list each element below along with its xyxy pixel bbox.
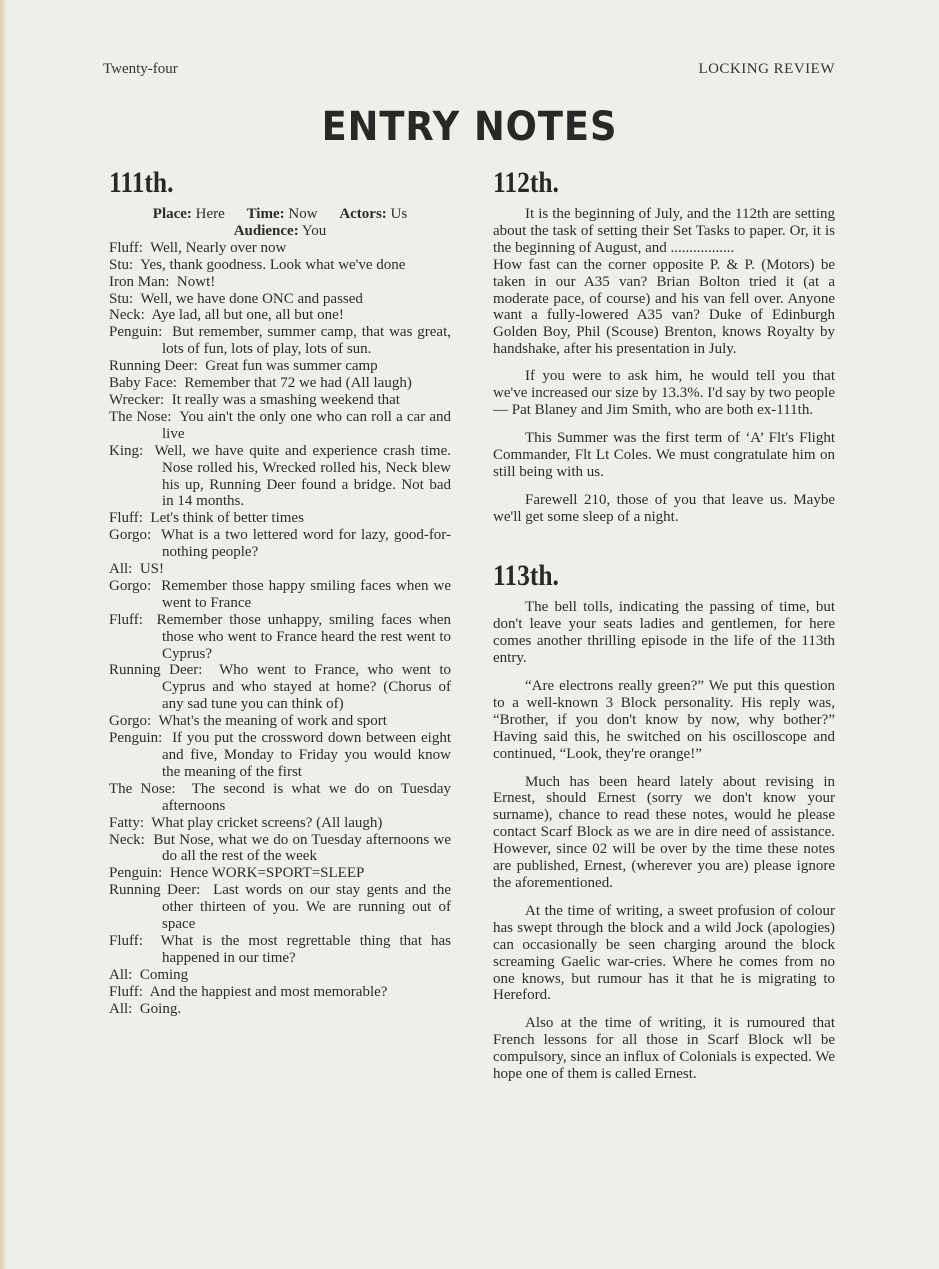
actors-value: Us <box>390 206 408 222</box>
dialogue-line <box>109 832 451 866</box>
paragraph: “Are electrons really green?” We put this question to a well-known 3 Block personality. His reply was, “Brother, if you don't know by now, why bother?” Having said this, he switched on his oscilloscope and continued, “Look, they're orange!” <box>493 678 835 762</box>
audience-label: Audience: <box>233 222 299 239</box>
speaker-name: Iron Man: <box>109 273 170 290</box>
dialogue-line <box>109 358 451 375</box>
column-right <box>493 166 835 1094</box>
dialogue-text: What is a two lettered word for lazy, good-for-nothing people? <box>161 527 451 561</box>
speaker-name: The Nose: <box>109 780 176 797</box>
script-dialogue <box>109 240 451 1018</box>
speaker-name: Stu: <box>109 256 134 273</box>
dialogue-text: But Nose, what we do on Tuesday afternoons we do all the rest of the week <box>153 831 452 865</box>
dialogue-text: If you put the crossword down between eight and five, Monday to Friday you would know the meaning of the first <box>162 730 452 780</box>
speaker-name: Penguin: <box>109 324 163 341</box>
paragraph: The bell tolls, indicating the passing of time, but don't leave your seats ladies and gentlemen, for here comes another thrilling episode in the life of the 113th entry. <box>493 599 835 667</box>
dialogue-text: Coming <box>139 966 189 983</box>
dialogue-text: The second is what we do on Tuesday afternoons <box>162 780 451 814</box>
dialogue-line <box>109 291 451 308</box>
dialogue-line <box>109 307 451 324</box>
paragraph: This Summer was the first term of ‘A’ Flt's Flight Commander, Flt Lt Coles. We must congratulate him on still being with us. <box>493 429 835 480</box>
section-heading-111th: 111th. <box>109 166 174 199</box>
dialogue-line <box>109 967 451 984</box>
speaker-name: Fatty: <box>109 814 145 831</box>
dialogue-line <box>109 409 451 443</box>
audience-value: You <box>301 222 327 239</box>
section-113th-body <box>493 599 835 1083</box>
speaker-name: Neck: <box>109 831 145 848</box>
dialogue-line <box>109 984 451 1001</box>
dialogue-text: Hence WORK=SPORT=SLEEP <box>169 865 365 882</box>
dialogue-line <box>109 815 451 832</box>
dialogue-line <box>109 527 451 561</box>
dialogue-line <box>109 443 451 511</box>
speaker-name: All: <box>109 561 133 578</box>
paragraph: If you were to ask him, he would tell you that we've increased our size by 13.3%. I'd say by two people — Pat Blaney and Jim Smith, who are both ex-111th. <box>493 368 835 418</box>
dialogue-line <box>109 257 451 274</box>
dialogue-line <box>109 324 451 358</box>
speaker-name: All: <box>109 1000 133 1017</box>
dialogue-line <box>109 561 451 578</box>
dialogue-line <box>109 713 451 730</box>
dialogue-text: Let's think of better times <box>150 510 304 527</box>
dialogue-line <box>109 392 451 409</box>
dialogue-line <box>109 882 451 933</box>
time-label: Time: <box>246 206 285 222</box>
speaker-name: The Nose: <box>109 408 172 425</box>
place-value: Here <box>195 206 225 222</box>
place-label: Place: <box>152 206 192 222</box>
dialogue-text: Last words on our stay gents and the other thirteen of you. We are running out of space <box>162 882 452 933</box>
speaker-name: Fluff: <box>109 932 143 949</box>
dialogue-text: But remember, summer camp, that was great, lots of fun, lots of play, lots of sun. <box>162 324 451 358</box>
dialogue-text: US! <box>139 561 165 578</box>
dialogue-line <box>109 375 451 392</box>
dialogue-text: What is the most regrettable thing that has happened in our time? <box>160 932 451 966</box>
speaker-name: Wrecker: <box>109 391 165 408</box>
dialogue-text: Remember that 72 we had (All laugh) <box>184 375 412 392</box>
page-title: ENTRY NOTES <box>321 104 618 150</box>
paragraph: Much has been heard lately about revising in Ernest, should Ernest (sorry we don't know your surname), chance to read these notes, would he please contact Scarf Block as we are in dire need of assistance. However, since 02 will be over by the time these notes are published, Ernest, (wherever you are) please ignore the aforementioned. <box>493 773 835 891</box>
dialogue-text: Who went to France, who went to Cyprus and who stayed at home? (Chorus of any sad tune you can think of) <box>162 662 451 713</box>
paragraph: Also at the time of writing, it is rumoured that French lessons for all those in Scarf Block wll be compulsory, since an influx of Colonials is expected. We hope one of them is called Ernest. <box>493 1015 835 1083</box>
dialogue-text: Great fun was summer camp <box>205 358 378 375</box>
dialogue-line <box>109 662 451 713</box>
dialogue-line <box>109 781 451 815</box>
paragraph: Farewell 210, those of you that leave us. Maybe we'll get some sleep of a night. <box>493 491 835 525</box>
dialogue-line <box>109 1001 451 1018</box>
speaker-name: Gorgo: <box>109 527 152 544</box>
speaker-name: Penguin: <box>109 730 163 747</box>
section-heading-112th: 112th. <box>493 166 559 199</box>
dialogue-line <box>109 578 451 612</box>
dialogue-line <box>109 730 451 781</box>
dialogue-line <box>109 612 451 663</box>
actors-label: Actors: <box>339 206 387 222</box>
dialogue-text: What's the meaning of work and sport <box>158 713 387 730</box>
speaker-name: Fluff: <box>109 510 143 527</box>
dialogue-text: Yes, thank goodness. Look what we've done <box>140 256 406 273</box>
time-value: Now <box>288 206 318 222</box>
paragraph: How fast can the corner opposite P. & P. (Motors) be taken in our A35 van? Brian Bolton tried it (at a moderate pace, of course) and his van fell over. Anyone want a fully-lowered A35 van? Duke of Edinburgh Golden Boy, Phil (Scouse) Brenton, knows Royalty by handshake, after his presentation in July. <box>493 256 835 358</box>
speaker-name: Gorgo: <box>109 713 152 730</box>
page-number: Twenty-four <box>103 61 178 77</box>
dialogue-text: Going. <box>139 1000 182 1017</box>
dialogue-text: Well, Nearly over now <box>150 239 287 256</box>
section-heading-113th: 113th. <box>493 559 559 593</box>
dialogue-text: Well, we have done ONC and passed <box>140 290 363 307</box>
page-binding-edge <box>0 0 7 1269</box>
speaker-name: Neck: <box>109 307 145 324</box>
paragraph: At the time of writing, a sweet profusion of colour has swept through the block and a wild Jock (apologies) can occasionally be seen charging around the block screaming Gaelic war-cries. Where he comes from no one knows, but rumour has it that he is migrating to Hereford. <box>493 902 835 1004</box>
dialogue-text: You ain't the only one who can roll a car and live <box>162 408 451 442</box>
dialogue-text: Remember those happy smiling faces when we went to France <box>161 577 452 611</box>
speaker-name: All: <box>109 966 133 983</box>
speaker-name: Stu: <box>109 290 134 307</box>
speaker-name: Fluff: <box>109 239 143 256</box>
speaker-name: Running Deer: <box>109 662 203 679</box>
scene-setting <box>109 206 451 240</box>
dialogue-line <box>109 274 451 291</box>
dialogue-text: What play cricket screens? (All laugh) <box>151 814 383 831</box>
dialogue-line <box>109 510 451 527</box>
speaker-name: King: <box>109 442 144 459</box>
dialogue-line <box>109 933 451 967</box>
speaker-name: Running Deer: <box>109 882 201 899</box>
paragraph: It is the beginning of July, and the 112th are setting about the task of setting their Set Tasks to paper. Or, it is the beginning of August, and ................. <box>493 206 835 256</box>
dialogue-text: Well, we have quite and experience crash time. Nose rolled his, Wrecked rolled his, Neck blew his up, Running Deer found a bridge. Not bad in 14 months. <box>154 442 452 510</box>
column-left <box>109 166 451 1018</box>
speaker-name: Gorgo: <box>109 577 152 594</box>
speaker-name: Baby Face: <box>109 375 177 392</box>
speaker-name: Running Deer: <box>109 358 198 375</box>
speaker-name: Penguin: <box>109 865 163 882</box>
dialogue-text: Remember those unhappy, smiling faces when those who went to France heard the rest went to Cyprus? <box>156 611 451 662</box>
dialogue-text: Aye lad, all but one, all but one! <box>151 307 344 324</box>
dialogue-text: It really was a smashing weekend that <box>171 391 400 408</box>
speaker-name: Fluff: <box>109 611 143 628</box>
speaker-name: Fluff: <box>109 983 143 1000</box>
dialogue-line <box>109 240 451 257</box>
dialogue-text: And the happiest and most memorable? <box>149 983 388 1000</box>
dialogue-line <box>109 865 451 882</box>
dialogue-text: Nowt! <box>176 273 216 290</box>
publication-name: LOCKING REVIEW <box>698 61 835 77</box>
section-112th-body <box>493 206 835 525</box>
